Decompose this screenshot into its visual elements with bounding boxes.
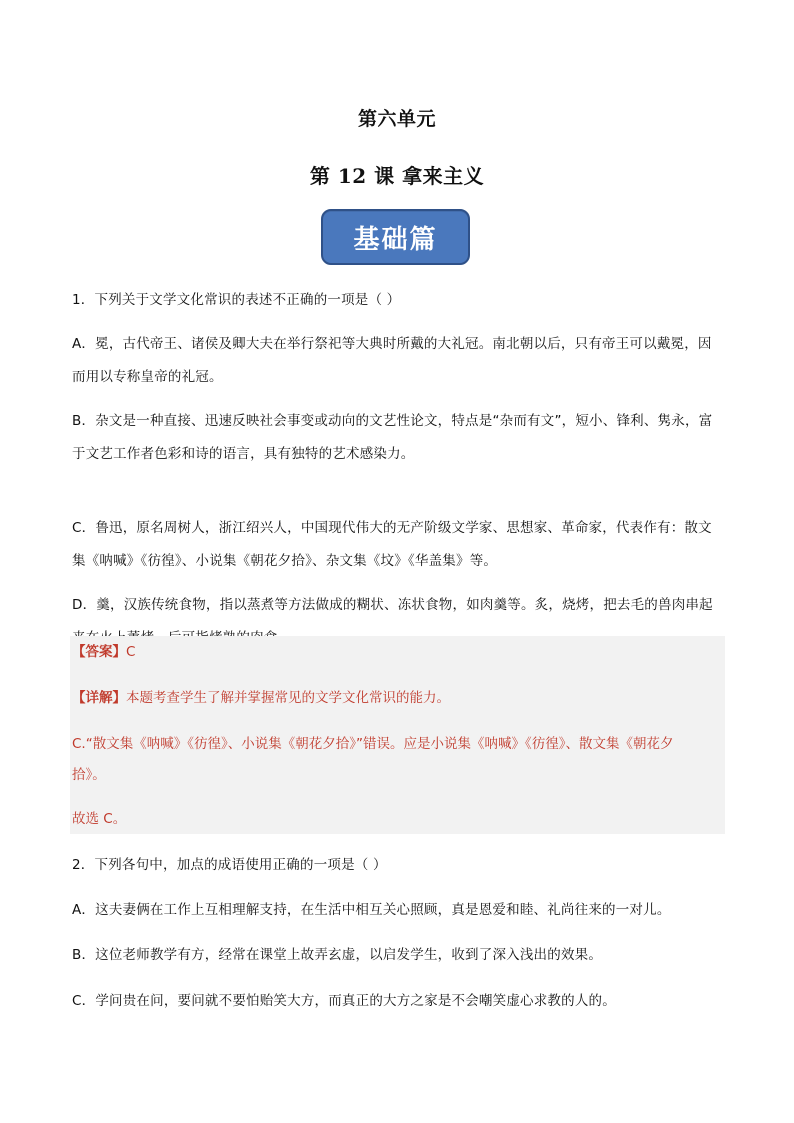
explanation-line-2: 拾》。 [72, 767, 106, 783]
option-b-line-2: 于文艺工作者色彩和诗的语言，具有独特的艺术感染力。 [72, 446, 415, 462]
q2-option-a-text: A．这夫妻俩在工作上互相理解支持，在生活中相互关心照顾，真是恩爱和睦、礼尚往来的一对儿。 [72, 902, 671, 918]
answer-value: C [126, 644, 136, 660]
question-2-option-c [72, 985, 723, 1018]
unit-title: 第六单元 [357, 108, 436, 130]
answer-row [72, 636, 723, 669]
question-2-option-b [72, 939, 723, 972]
q2-option-b-text: B．这位老师教学有方，经常在课堂上故弄玄虚，以启发学生，收到了深入浅出的效果。 [72, 947, 603, 963]
option-d-line-1: D．羹，汉族传统食物，指以蒸煮等方法做成的糊状、冻状食物，如肉羹等。炙，烧烤，把去毛的兽肉串起 [72, 597, 713, 613]
question-2-option-a [72, 894, 723, 927]
question-1-option-c [72, 512, 723, 578]
option-c-line-2: 集《呐喊》《彷徨》、小说集《朝花夕拾》、杂文集《坟》《华盖集》等。 [72, 553, 498, 569]
lesson-title: 第 12 课 拿来主义 [309, 164, 485, 188]
explanation-line-1: C.“散文集《呐喊》《彷徨》、小说集《朝花夕拾》”错误。应是小说集《呐喊》《彷徨》、散文集《朝花夕 [72, 736, 674, 752]
question-1-option-a [72, 328, 723, 394]
option-a-line-1: A．冕，古代帝王、诸侯及卿大夫在举行祭祀等大典时所戴的大礼冠。南北朝以后，只有帝王可以戴冕，因 [72, 336, 712, 352]
question-1-stem-text: 1．下列关于文学文化常识的表述不正确的一项是（ ） [72, 292, 401, 308]
question-2-stem-text: 2．下列各句中，加点的成语使用正确的一项是（ ） [72, 857, 387, 873]
section-badge: 基础篇 [321, 209, 470, 265]
answer-label: 【答案】 [72, 644, 126, 660]
question-2-stem [72, 849, 723, 882]
detail-label: 【详解】 [72, 690, 126, 706]
option-c-line-1: C．鲁迅，原名周树人，浙江绍兴人，中国现代伟大的无产阶级文学家、思想家、革命家，代表作有：散文 [72, 520, 712, 536]
option-a-line-2: 而用以专称皇帝的礼冠。 [72, 369, 223, 385]
q2-option-c-text: C．学问贵在问，要问就不要怕贻笑大方，而真正的大方之家是不会嘲笑虚心求教的人的。 [72, 993, 616, 1009]
conclusion-line: 故选 C。 [72, 811, 127, 827]
question-1-option-b [72, 405, 723, 471]
option-b-line-1: B．杂文是一种直接、迅速反映社会事变或动向的文艺性论文，特点是“杂而有文”，短小、锋利、隽永，富 [72, 413, 713, 429]
question-1-stem [72, 284, 723, 317]
detail-text: 本题考查学生了解并掌握常见的文学文化常识的能力。 [126, 690, 450, 706]
detail-row [72, 682, 723, 715]
